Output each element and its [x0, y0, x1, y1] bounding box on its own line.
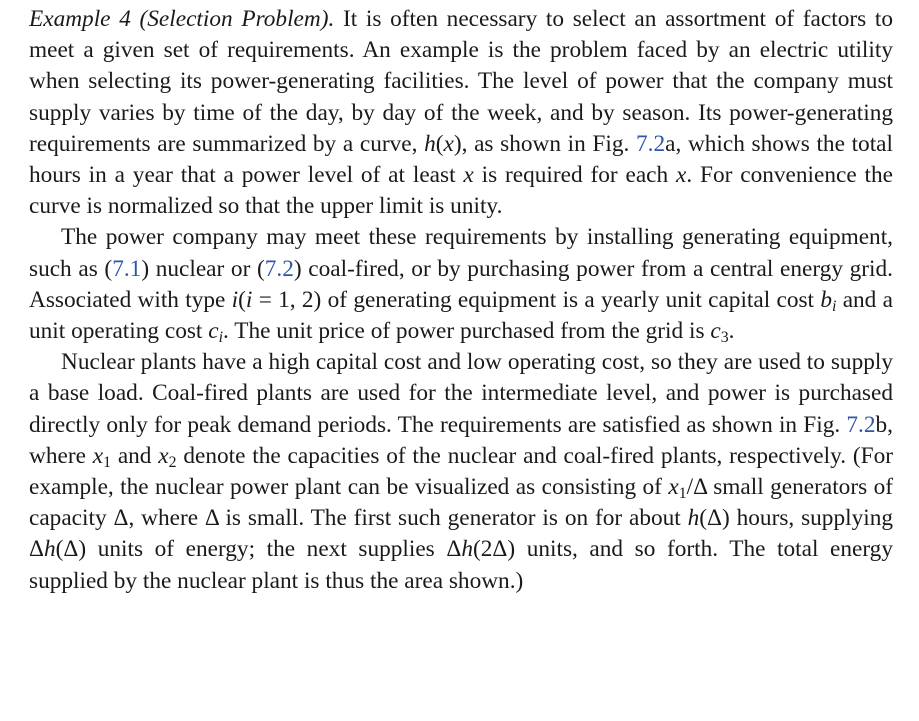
italic-text: x	[158, 442, 169, 469]
italic-text: h	[43, 536, 56, 563]
text-run: ), as shown in Fig.	[453, 130, 636, 157]
text-run: (Δ) units of energy; the next supplies Δ	[55, 536, 462, 563]
text-run: (2Δ) units, and so forth. The total energy supplied by the nuclear plant is thus the area shown.)	[29, 536, 893, 594]
text-run: Nuclear plants have a high capital cost and low operating cost, so they are used to supply a base load. Coal-fired plants are used for the intermediate level, and power is purchased directly only for peak demand periods. The requirements are satisfied as shown in Fig.	[29, 349, 893, 438]
italic-text: i	[245, 286, 253, 313]
subscript: 1	[678, 485, 687, 502]
figure-reference-link[interactable]: 7.2	[846, 411, 876, 438]
italic-text: c	[710, 318, 721, 345]
text-run: . For convenience the curve is normalized so that the upper limit is unity.	[29, 162, 893, 220]
text-run: (	[238, 286, 246, 313]
paragraph-nuclear-plants	[29, 347, 893, 597]
text-run: = 1, 2) of generating equipment is a yearly unit capital cost	[252, 286, 821, 313]
text-run: /Δ small generators of capacity Δ, where Δ is small. The first such generator is on for about	[29, 474, 893, 532]
subscript: i	[218, 328, 223, 346]
italic-text: h	[687, 505, 700, 532]
italic-text: c	[208, 318, 219, 345]
text-run: . The unit price of power purchased from the grid is	[222, 318, 711, 345]
italic-text: b	[820, 286, 832, 313]
italic-text: i	[231, 286, 239, 313]
figure-reference-link[interactable]: 7.1	[112, 255, 142, 282]
italic-text: x	[92, 442, 104, 469]
text-run: It is often necessary to select an assortment of factors to meet a given set of requirements. An example is the problem faced by an electric utility when selecting its power-generating facilities. The level of power that the company must supply varies by time of the day, by day of the week, and by season. Its power-generating requirements are summarized by a curve,	[29, 6, 893, 157]
text-run: denote the capacities of the nuclear and coal-fired plants, respectively. (For example, the nuclear power plant can be visualized as consisting of	[29, 442, 893, 501]
text-run: ) coal-fired, or by purchasing power from a central energy grid. Associated with type	[29, 255, 893, 313]
text-run: The power company may meet these requirements by installing generating equipment, such as (	[29, 224, 893, 282]
subscript: 3	[720, 328, 729, 346]
document-page	[29, 4, 893, 597]
text-run: .	[728, 318, 735, 345]
subscript: 1	[103, 453, 111, 471]
italic-text: x	[668, 474, 679, 501]
text-run: a, which shows the total hours in a year that a power level of at least	[29, 130, 893, 189]
paragraph-example-4	[29, 4, 893, 222]
text-run: (Δ) hours, supplying Δ	[29, 505, 893, 563]
text-run: ) nuclear or (	[141, 255, 265, 282]
figure-reference-link[interactable]: 7.2	[636, 130, 666, 157]
italic-text: h	[461, 536, 473, 563]
italic-text: x	[463, 162, 474, 189]
text-run: and	[111, 442, 159, 469]
text-run: b, where	[29, 411, 893, 469]
italic-text: h	[424, 130, 436, 157]
subscript: 2	[168, 453, 177, 471]
text-run: is required for each	[473, 162, 677, 189]
italic-text: Example 4 (Selection Problem).	[29, 6, 335, 32]
italic-text: x	[676, 162, 687, 189]
text-run: (	[435, 130, 444, 157]
text-run: and a unit operating cost	[29, 286, 893, 345]
figure-reference-link[interactable]: 7.2	[264, 255, 294, 282]
subscript: i	[831, 297, 837, 315]
paragraph-power-company	[29, 222, 893, 347]
italic-text: x	[443, 130, 454, 157]
